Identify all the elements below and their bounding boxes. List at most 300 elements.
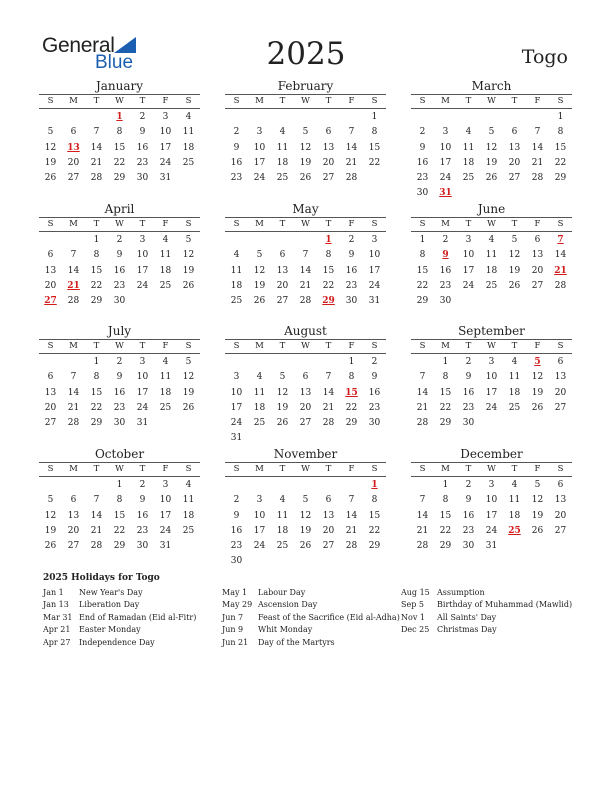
day-cell: 27: [531, 280, 544, 291]
day-cell: 19: [531, 510, 544, 521]
day-cell: 16: [416, 157, 429, 168]
holiday-day-cell: 5: [534, 357, 541, 367]
day-cell: 12: [485, 142, 498, 153]
day-cell: 23: [439, 280, 452, 291]
day-cell: 14: [554, 250, 567, 261]
day-cell: 12: [299, 510, 312, 521]
weekday-header: [411, 339, 572, 354]
holiday-entry: [43, 612, 223, 624]
weekday-label: S: [371, 464, 378, 474]
day-cell: 11: [276, 510, 289, 521]
day-cell: 6: [557, 357, 564, 367]
day-cell: 26: [531, 402, 544, 413]
holiday-name: All Saints' Day: [437, 612, 497, 622]
day-cell: 16: [113, 265, 126, 276]
day-cell: 29: [345, 418, 358, 429]
day-cell: 28: [322, 418, 335, 429]
day-grid: [411, 477, 572, 554]
empty-day-cell: [225, 478, 248, 493]
day-cell: 23: [230, 173, 243, 184]
day-cell: 28: [67, 296, 80, 307]
empty-day-cell: [317, 478, 340, 493]
empty-day-cell: [225, 110, 248, 125]
day-cell: 21: [90, 525, 103, 536]
weekday-label: W: [301, 464, 310, 474]
empty-day-cell: [39, 355, 62, 370]
day-cell: 24: [485, 525, 498, 536]
day-cell: 20: [44, 402, 57, 413]
weekday-label: M: [441, 96, 450, 106]
month-name: May: [292, 202, 319, 216]
day-cell: 11: [276, 142, 289, 153]
empty-day-cell: [85, 110, 108, 125]
day-cell: 13: [554, 372, 567, 383]
empty-day-cell: [340, 478, 363, 493]
day-cell: 8: [371, 127, 378, 138]
day-cell: 19: [531, 387, 544, 398]
day-cell: 20: [554, 510, 567, 521]
day-cell: 25: [159, 280, 172, 291]
day-cell: 13: [554, 495, 567, 506]
day-cell: 13: [531, 250, 544, 261]
day-cell: 15: [90, 387, 103, 398]
empty-day-cell: [294, 233, 317, 248]
day-cell: 7: [419, 372, 426, 383]
weekday-label: F: [162, 464, 169, 474]
weekday-header: [411, 217, 572, 232]
logo-text-blue: Blue: [95, 52, 134, 73]
month-name: November: [273, 447, 338, 461]
day-cell: 29: [90, 418, 103, 429]
day-cell: 30: [462, 541, 475, 552]
day-cell: 3: [256, 127, 263, 138]
weekday-header: [39, 94, 200, 109]
weekday-label: T: [325, 96, 332, 106]
day-cell: 4: [256, 372, 263, 383]
weekday-header: [225, 94, 386, 109]
month-name: October: [94, 447, 145, 461]
weekday-header: [225, 217, 386, 232]
day-cell: 22: [368, 157, 381, 168]
weekday-header: [39, 217, 200, 232]
day-cell: 3: [371, 235, 378, 245]
day-cell: 25: [276, 173, 289, 184]
day-cell: 27: [67, 541, 80, 552]
day-cell: 15: [368, 510, 381, 521]
day-cell: 7: [534, 127, 541, 138]
empty-day-cell: [411, 110, 434, 125]
holiday-entry: [43, 599, 223, 611]
weekday-label: S: [557, 464, 564, 474]
holiday-day-cell: 21: [554, 265, 567, 276]
day-cell: 2: [139, 112, 146, 122]
weekday-label: M: [255, 341, 264, 351]
holiday-date: Aug 15: [401, 588, 430, 597]
day-cell: 9: [371, 372, 378, 383]
day-cell: 20: [44, 280, 57, 291]
day-cell: 16: [439, 265, 452, 276]
day-cell: 2: [348, 235, 355, 245]
day-cell: 4: [511, 357, 518, 367]
holiday-day-cell: 21: [67, 280, 80, 291]
weekday-label: T: [325, 219, 332, 229]
day-cell: 2: [233, 127, 240, 138]
day-cell: 16: [136, 510, 149, 521]
day-cell: 22: [439, 402, 452, 413]
weekday-label: T: [139, 96, 146, 106]
day-cell: 15: [554, 142, 567, 153]
day-cell: 4: [162, 357, 169, 367]
day-cell: 21: [90, 157, 103, 168]
day-cell: 30: [113, 296, 126, 307]
day-cell: 29: [368, 541, 381, 552]
day-cell: 29: [439, 418, 452, 429]
holiday-name: Whit Monday: [258, 625, 313, 635]
weekday-label: F: [534, 219, 541, 229]
day-cell: 18: [485, 265, 498, 276]
day-cell: 6: [557, 480, 564, 490]
month-january: [39, 79, 200, 186]
day-cell: 23: [230, 541, 243, 552]
day-cell: 9: [233, 142, 240, 153]
day-cell: 10: [230, 387, 243, 398]
day-cell: 10: [485, 372, 498, 383]
day-cell: 15: [322, 265, 335, 276]
weekday-label: T: [511, 341, 518, 351]
day-cell: 19: [299, 525, 312, 536]
day-cell: 5: [302, 495, 309, 506]
day-cell: 1: [557, 112, 564, 122]
holiday-name: Labour Day: [258, 588, 306, 597]
weekday-label: W: [301, 341, 310, 351]
empty-day-cell: [225, 355, 248, 370]
day-cell: 11: [462, 142, 475, 153]
day-cell: 19: [44, 525, 57, 536]
holiday-date: Dec 25: [401, 625, 430, 635]
day-cell: 1: [442, 357, 449, 367]
day-cell: 10: [368, 250, 381, 261]
day-cell: 30: [345, 296, 358, 307]
weekday-label: M: [69, 464, 78, 474]
weekday-label: W: [301, 219, 310, 229]
empty-day-cell: [503, 110, 526, 125]
day-cell: 1: [419, 235, 426, 245]
day-cell: 3: [442, 127, 449, 138]
weekday-label: T: [93, 464, 100, 474]
empty-day-cell: [225, 233, 248, 248]
day-cell: 10: [485, 495, 498, 506]
day-cell: 16: [368, 387, 381, 398]
weekday-label: T: [465, 464, 472, 474]
holiday-date: Jan 1: [43, 588, 64, 597]
day-cell: 31: [368, 296, 381, 307]
day-cell: 24: [159, 157, 172, 168]
day-cell: 14: [299, 265, 312, 276]
day-cell: 24: [136, 280, 149, 291]
day-cell: 16: [345, 265, 358, 276]
day-cell: 24: [462, 280, 475, 291]
weekday-label: T: [279, 219, 286, 229]
holiday-name: Assumption: [437, 588, 485, 597]
day-cell: 18: [462, 157, 475, 168]
day-cell: 10: [439, 142, 452, 153]
day-cell: 20: [531, 265, 544, 276]
holiday-date: Apr 27: [43, 637, 71, 647]
day-cell: 24: [485, 402, 498, 413]
empty-day-cell: [248, 110, 271, 125]
empty-day-cell: [39, 233, 62, 248]
day-cell: 27: [508, 173, 521, 184]
empty-day-cell: [248, 478, 271, 493]
month-february: [225, 79, 386, 186]
holiday-entry: [43, 637, 223, 649]
weekday-label: F: [348, 96, 355, 106]
weekday-label: S: [47, 464, 54, 474]
day-cell: 17: [485, 387, 498, 398]
day-cell: 8: [557, 127, 564, 138]
weekday-label: T: [93, 219, 100, 229]
day-cell: 17: [485, 510, 498, 521]
weekday-label: S: [233, 464, 240, 474]
day-cell: 3: [465, 235, 472, 245]
day-cell: 26: [44, 173, 57, 184]
day-cell: 27: [299, 418, 312, 429]
day-cell: 13: [322, 142, 335, 153]
day-cell: 23: [462, 525, 475, 536]
month-november: [225, 447, 386, 570]
day-cell: 6: [279, 250, 286, 261]
day-cell: 11: [182, 495, 195, 506]
day-cell: 12: [44, 510, 57, 521]
day-cell: 10: [136, 372, 149, 383]
day-cell: 6: [70, 127, 77, 138]
month-name: September: [458, 324, 525, 338]
day-cell: 12: [253, 265, 266, 276]
day-cell: 11: [230, 265, 243, 276]
holiday-date: Jan 13: [43, 600, 69, 610]
day-cell: 11: [182, 127, 195, 138]
weekday-label: M: [69, 96, 78, 106]
day-cell: 18: [182, 510, 195, 521]
day-cell: 14: [416, 387, 429, 398]
empty-day-cell: [340, 110, 363, 125]
day-cell: 29: [113, 173, 126, 184]
day-cell: 6: [534, 235, 541, 245]
day-cell: 14: [345, 510, 358, 521]
day-cell: 17: [136, 387, 149, 398]
day-cell: 21: [299, 280, 312, 291]
day-cell: 17: [253, 157, 266, 168]
day-cell: 5: [534, 480, 541, 490]
day-cell: 14: [90, 142, 103, 153]
day-grid: [225, 477, 386, 570]
holiday-day-cell: 27: [44, 296, 57, 307]
day-cell: 3: [139, 235, 146, 245]
holiday-day-cell: 1: [325, 235, 332, 245]
day-cell: 5: [256, 250, 263, 261]
day-cell: 28: [90, 541, 103, 552]
weekday-label: S: [185, 464, 192, 474]
holiday-entry: [401, 624, 581, 636]
day-cell: 24: [439, 173, 452, 184]
logo-text-general: General: [42, 34, 115, 57]
empty-day-cell: [62, 110, 85, 125]
holiday-day-cell: 1: [371, 480, 378, 490]
day-cell: 22: [439, 525, 452, 536]
day-cell: 29: [554, 173, 567, 184]
day-cell: 15: [113, 510, 126, 521]
day-cell: 28: [531, 173, 544, 184]
weekday-label: S: [419, 96, 426, 106]
day-cell: 25: [182, 157, 195, 168]
empty-day-cell: [62, 478, 85, 493]
day-cell: 7: [348, 495, 355, 506]
day-cell: 23: [345, 280, 358, 291]
day-cell: 18: [276, 525, 289, 536]
month-july: [39, 324, 200, 431]
day-cell: 14: [67, 387, 80, 398]
calendar-year: 2025: [266, 36, 346, 72]
day-cell: 9: [116, 372, 123, 383]
weekday-label: S: [185, 96, 192, 106]
day-cell: 24: [230, 418, 243, 429]
weekday-label: T: [93, 341, 100, 351]
day-cell: 23: [113, 402, 126, 413]
empty-day-cell: [85, 478, 108, 493]
holiday-entry: [43, 587, 223, 599]
day-cell: 31: [159, 541, 172, 552]
day-cell: 18: [508, 510, 521, 521]
day-cell: 12: [182, 372, 195, 383]
weekday-label: W: [487, 96, 496, 106]
weekday-label: F: [534, 464, 541, 474]
month-october: [39, 447, 200, 554]
day-cell: 26: [276, 418, 289, 429]
day-cell: 12: [299, 142, 312, 153]
day-cell: 30: [136, 173, 149, 184]
day-cell: 2: [442, 235, 449, 245]
day-grid: [225, 354, 386, 447]
holiday-entry: [43, 624, 223, 636]
day-cell: 23: [416, 173, 429, 184]
weekday-label: T: [325, 464, 332, 474]
day-cell: 20: [508, 157, 521, 168]
day-cell: 17: [159, 510, 172, 521]
day-cell: 27: [554, 525, 567, 536]
weekday-header: [39, 339, 200, 354]
month-december: [411, 447, 572, 554]
day-cell: 1: [93, 357, 100, 367]
weekday-label: F: [534, 341, 541, 351]
day-cell: 25: [182, 525, 195, 536]
empty-day-cell: [294, 478, 317, 493]
weekday-label: S: [371, 96, 378, 106]
empty-day-cell: [62, 233, 85, 248]
weekday-label: S: [557, 219, 564, 229]
day-cell: 19: [276, 402, 289, 413]
day-cell: 7: [70, 372, 77, 383]
day-cell: 28: [345, 541, 358, 552]
empty-day-cell: [39, 478, 62, 493]
day-cell: 12: [531, 372, 544, 383]
weekday-label: W: [487, 341, 496, 351]
day-cell: 21: [345, 525, 358, 536]
holiday-day-cell: 1: [116, 112, 123, 122]
day-cell: 9: [139, 127, 146, 138]
holidays-title: 2025 Holidays for Togo: [43, 573, 160, 583]
day-cell: 4: [185, 112, 192, 122]
day-cell: 27: [67, 173, 80, 184]
month-april: [39, 202, 200, 309]
weekday-label: S: [419, 219, 426, 229]
weekday-label: S: [47, 96, 54, 106]
month-name: August: [284, 324, 327, 338]
day-cell: 14: [531, 142, 544, 153]
holiday-entry: [401, 599, 581, 611]
day-grid: [411, 232, 572, 309]
day-cell: 4: [233, 250, 240, 261]
holiday-date: Jun 21: [222, 637, 249, 647]
day-cell: 21: [531, 157, 544, 168]
day-grid: [39, 354, 200, 431]
weekday-label: S: [47, 341, 54, 351]
day-cell: 20: [322, 525, 335, 536]
month-name: February: [277, 79, 334, 93]
day-cell: 15: [416, 265, 429, 276]
day-cell: 20: [554, 387, 567, 398]
empty-day-cell: [39, 110, 62, 125]
day-cell: 25: [462, 173, 475, 184]
day-grid: [411, 354, 572, 431]
day-cell: 8: [371, 495, 378, 506]
holiday-day-cell: 25: [508, 525, 521, 536]
day-cell: 25: [230, 296, 243, 307]
day-cell: 7: [325, 372, 332, 383]
day-cell: 24: [368, 280, 381, 291]
day-grid: [225, 232, 386, 309]
day-cell: 20: [299, 402, 312, 413]
weekday-label: S: [371, 219, 378, 229]
weekday-label: F: [534, 96, 541, 106]
weekday-label: T: [511, 96, 518, 106]
weekday-label: M: [255, 219, 264, 229]
day-cell: 19: [485, 157, 498, 168]
day-cell: 10: [159, 127, 172, 138]
weekday-label: S: [185, 219, 192, 229]
day-cell: 26: [182, 402, 195, 413]
empty-day-cell: [317, 355, 340, 370]
month-june: [411, 202, 572, 309]
day-cell: 3: [233, 372, 240, 383]
day-cell: 8: [116, 495, 123, 506]
day-cell: 12: [531, 495, 544, 506]
day-cell: 26: [531, 525, 544, 536]
empty-day-cell: [271, 478, 294, 493]
day-cell: 7: [93, 495, 100, 506]
day-cell: 29: [416, 296, 429, 307]
day-cell: 4: [511, 480, 518, 490]
day-grid: [411, 109, 572, 202]
day-cell: 16: [113, 387, 126, 398]
day-cell: 19: [182, 387, 195, 398]
day-cell: 31: [230, 433, 243, 444]
day-cell: 13: [44, 265, 57, 276]
holiday-date: Jun 7: [222, 612, 244, 622]
weekday-label: F: [348, 464, 355, 474]
weekday-label: S: [419, 341, 426, 351]
day-cell: 6: [325, 495, 332, 506]
holiday-name: New Year's Day: [79, 588, 143, 597]
